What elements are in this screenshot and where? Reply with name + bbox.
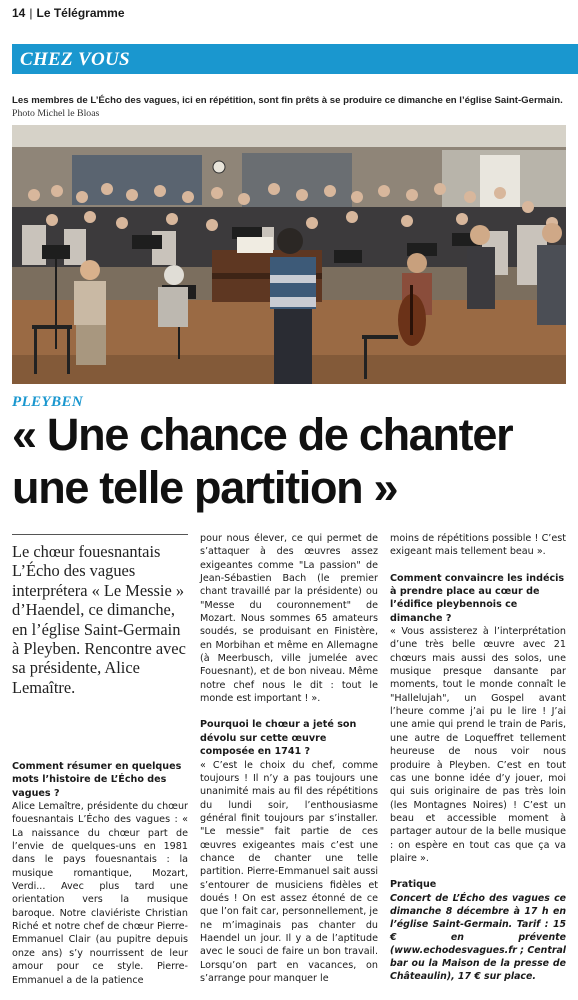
rehearsal-photo bbox=[12, 125, 566, 384]
pratique-title: Pratique bbox=[390, 879, 437, 891]
newspaper-name: Le Télégramme bbox=[36, 6, 125, 20]
article-kicker: PLEYBEN bbox=[12, 394, 84, 410]
question-2: Pourquoi le chœur a jeté son dévolu sur cette œuvre composée en 1741 ? bbox=[200, 719, 357, 758]
article-lede: Le chœur fouesnantais L’Écho des vagues interprétera « Le Messie » d’Haendel, ce dimanche, en l’église Saint-Germain à Pleyben. Rencontre avec sa présidente, Alice Lemaître. bbox=[12, 542, 186, 697]
section-title: CHEZ VOUS bbox=[20, 49, 130, 70]
answer-1-continued: pour nous élever, ce qui permet de s’attaquer à des œuvres assez exigeantes comme "La passion" de Jean-Sébastien Bach (le premier chant travaillé par la présidente) ou "Messe du couronnement" de Mozart. Nous sommes 65 amateurs soudés, se produisant en Finistère, en Morbihan et même en Allemagne (à Meerbusch, ville jumelée avec Fouesnant), et de bon niveau. Même notre chef nous le dit : tout le monde est important ! ». bbox=[200, 533, 378, 705]
answer-2-continued: moins de répétitions possible ! C’est exigeant mais tellement beau ». bbox=[390, 533, 566, 558]
answer-3: « Vous assisterez à l’interprétation d’une très belle œuvre avec 21 chœurs mais aussi des solos, une musique presque dansante par moments, tout le monde connaît le "Hallelujah", un Gospel avant l’heure comme j’ai pu le lire ! J’ai une amie qui prend le train de Paris, une autre de Loqueffret tellement heureuse de nous voir nous produire à Pleyben. C’est en tout cas une bonne idée d’y jouer, moi qui suis originaire de pas très loin (les Montagnes Noires) ! C’est un beau et accessible moment à partager autour de la belle musique : on espère en tout cas que ça va plaire ». bbox=[390, 626, 566, 864]
answer-1: Alice Lemaître, présidente du chœur fouesnantais L’Écho des vagues : « La naissance du chœur part de l’envie de quelques-uns en 1981 dans le pays fouesnantais : la musique romantique, Mozart, Verdi... Avec plus tard une orientation vers la musique baroque. Notre claviériste Christian Riché et notre chef de chœur Pierre-Emmanuel Clair (au pupitre depuis onze ans) s’y nourrissent de leur amour pour ce style. Pierre-Emmanuel a de la patience bbox=[12, 801, 188, 986]
caption-text: Les membres de L’Écho des vagues, ici en répétition, sont fin prêts à se produire ce dimanche en l’église Saint-Germain. bbox=[12, 95, 563, 106]
photo-caption bbox=[12, 94, 572, 120]
lede-rule bbox=[12, 534, 188, 535]
article-column-1 bbox=[12, 760, 188, 987]
answer-2: « C’est le choix du chef, comme toujours ! Il n’y a pas toujours une unanimité mais au fil des répétitions du lundi soir, l’enthousiasme général finit toujours par s’installer. "Le messie" fait partie de ces œuvres exigeantes mais c’est une chance de chanter une telle partition. Pierre-Emmanuel sait aussi s’entourer de musiciens fidèles et doués ! On est assez étonné de ce que l’on fait car, personnellement, je ne m’imaginais pas chanter du Haendel un jour. Il y a de l’aptitude avec le souci de faire un bon travail. Lorsqu’on part en vacances, on s’arrange pour manquer le bbox=[200, 759, 378, 984]
folio bbox=[12, 6, 125, 22]
question-3: Comment convaincre les indécis à prendre place au cœur de l’édifice pleybennois ce dimanche ? bbox=[390, 572, 565, 624]
photo-credit: Photo Michel le Bloas bbox=[12, 108, 100, 119]
article-column-2 bbox=[200, 532, 378, 985]
article-headline: « Une chance de chanter une telle partition » bbox=[12, 409, 513, 513]
rehearsal-photo-illustration bbox=[12, 125, 566, 384]
pratique-info: Concert de L’Écho des vagues ce dimanche 8 décembre à 17 h en l’église Saint-Germain. Tarif : 15 € en prévente (www.echodesvagues.fr ; Central bar ou la Maison de la presse de Châteaulin), 17 € sur place. bbox=[390, 892, 566, 982]
question-1: Comment résumer en quelques mots l’histoire de L’Écho des vagues ? bbox=[12, 761, 182, 799]
article-column-3 bbox=[390, 532, 566, 983]
page-number: 14 bbox=[12, 6, 26, 20]
section-band bbox=[12, 44, 578, 74]
folio-separator: | bbox=[29, 6, 33, 20]
